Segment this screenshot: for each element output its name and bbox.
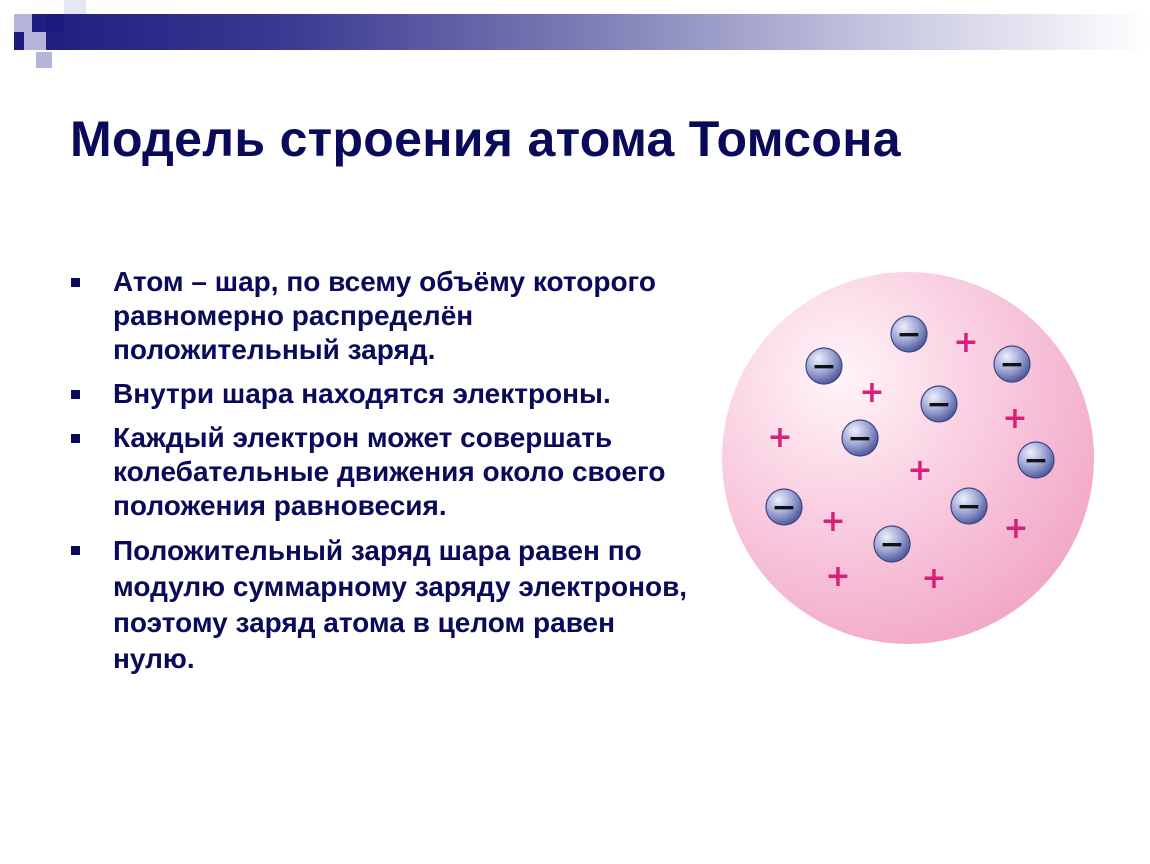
electron-icon <box>921 386 957 422</box>
electron-icon <box>842 420 878 456</box>
positive-charge-icon: + <box>825 559 851 594</box>
decor-square <box>46 14 64 32</box>
decor-square <box>0 14 14 50</box>
electron-icon <box>1018 442 1054 478</box>
title-banner-bar <box>0 14 1150 50</box>
svg-text:−: − <box>1023 443 1049 478</box>
svg-text:−: − <box>956 489 982 524</box>
positive-charge-icon: + <box>767 420 793 455</box>
thomson-atom-diagram <box>720 270 1096 646</box>
svg-text:−: − <box>896 317 922 352</box>
decor-square <box>14 14 32 32</box>
bullet-square-icon <box>71 390 80 399</box>
bullet-text: Атом – шар, по всему объёму которого равномерно распределён положительный заряд. <box>113 266 656 365</box>
svg-text:−: − <box>999 347 1025 382</box>
bullet-text: Внутри шара находятся электроны. <box>113 378 611 409</box>
positive-charge-icon: + <box>921 561 947 596</box>
bullet-item <box>70 533 690 677</box>
electron-icon <box>994 346 1030 382</box>
bullet-item <box>70 377 690 411</box>
bullet-text: Положительный заряд шара равен по модулю суммарному заряду электронов, поэтому заряд атома в целом равен нулю. <box>113 535 688 674</box>
bullet-list <box>70 265 690 687</box>
electron-icon <box>951 488 987 524</box>
svg-text:−: − <box>847 421 873 456</box>
bullet-square-icon <box>71 546 80 555</box>
electron-icon <box>806 348 842 384</box>
decor-square <box>24 32 46 50</box>
positive-charge-icon: + <box>820 504 846 539</box>
svg-text:−: − <box>879 527 905 562</box>
bullet-square-icon <box>71 434 80 443</box>
positive-charge-icon: + <box>859 375 885 410</box>
bullet-square-icon <box>71 278 80 287</box>
decor-square <box>64 0 86 14</box>
bullet-text: Каждый электрон может совершать колебательные движения около своего положения равновесия. <box>113 422 666 521</box>
bullet-item <box>70 265 690 367</box>
svg-text:−: − <box>926 387 952 422</box>
slide-title: Модель строения атома Томсона <box>70 111 901 167</box>
electron-icon <box>891 316 927 352</box>
positive-charge-icon: + <box>907 453 933 488</box>
positive-charge-icon: + <box>953 325 979 360</box>
svg-text:−: − <box>811 349 837 384</box>
electron-icon <box>766 489 802 525</box>
positive-charge-icon: + <box>1002 401 1028 436</box>
positive-charge-icon: + <box>1003 511 1029 546</box>
svg-text:−: − <box>771 490 797 525</box>
electron-icon <box>874 526 910 562</box>
bullet-item <box>70 421 690 523</box>
decor-square <box>36 52 52 68</box>
